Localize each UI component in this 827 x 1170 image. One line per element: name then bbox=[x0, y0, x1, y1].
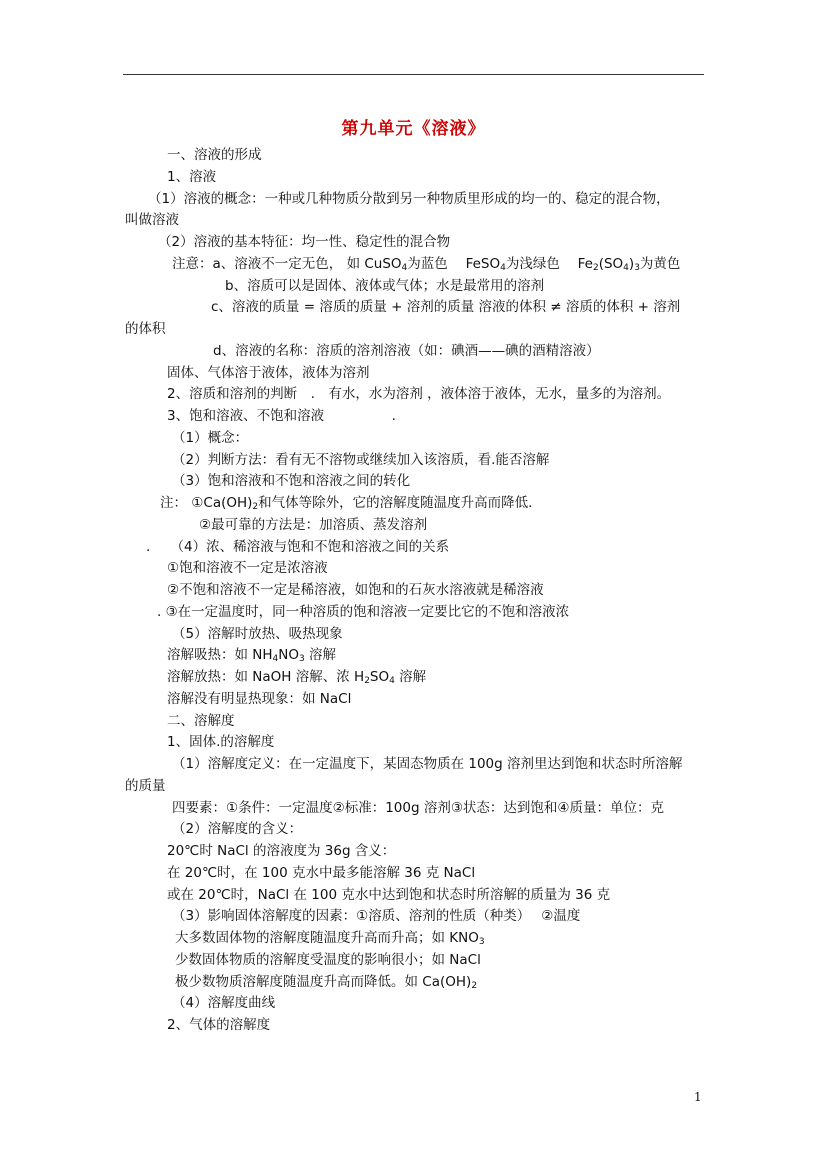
text-line: 溶解吸热：如 $NH_4NO_3$ 溶解 bbox=[167, 647, 337, 664]
text-line: 二、溶解度 bbox=[167, 713, 235, 729]
text-line: ①饱和溶液不一定是浓溶液 bbox=[167, 560, 328, 576]
text-line: （1）概念： bbox=[172, 430, 249, 446]
header-rule bbox=[123, 74, 704, 75]
text-line: 20℃时 NaCl 的溶液度为 36g 含义： bbox=[167, 843, 396, 859]
text-line: b、溶质可以是固体、液体或气体；水是最常用的溶剂 bbox=[225, 278, 545, 294]
text-line: 1、溶液 bbox=[167, 169, 217, 185]
text-line: 固体、气体溶于液体，液体为溶剂 bbox=[167, 365, 370, 381]
text-line: 极少数物质溶解度随温度升高而降低。如 $Ca(OH)_2$ bbox=[175, 974, 478, 991]
text-line: 叫做溶液 bbox=[125, 212, 179, 228]
text-line: 3、饱和溶液、不饱和溶液 . bbox=[167, 408, 396, 424]
text-line: 溶解放热：如 NaOH 溶解、浓 $H_2SO_4$ 溶解 bbox=[167, 669, 427, 686]
text-line: c、溶液的质量 = 溶质的质量 + 溶剂的质量 溶液的体积 ≠ 溶质的体积 + 溶剂 bbox=[211, 299, 681, 315]
text-line: 或在 20℃时，NaCl 在 100 克水中达到饱和状态时所溶解的质量为 36 克 bbox=[167, 887, 611, 903]
text-line: （2）判断方法：看有无不溶物或继续加入该溶质，看.能否溶解 bbox=[172, 452, 550, 468]
text-line: 注： $①Ca(OH)_2$和气体等除外，它的溶解度随温度升高而降低. bbox=[160, 495, 533, 512]
text-line: ②最可靠的方法是：加溶质、蒸发溶剂 bbox=[199, 517, 428, 533]
text-line: 在 20℃时，在 100 克水中最多能溶解 36 克 NaCl bbox=[167, 865, 476, 881]
text-line: 一、溶液的形成 bbox=[167, 147, 262, 163]
text-line: 的体积 bbox=[125, 321, 166, 337]
text-line: 2、气体的溶解度 bbox=[167, 1017, 271, 1033]
text-line: （3）饱和溶液和不饱和溶液之间的转化 bbox=[172, 473, 411, 489]
text-line: 1、固体.的溶解度 bbox=[167, 734, 275, 750]
text-line: d、溶液的名称：溶质的溶剂溶液（如：碘酒——碘的酒精溶液） bbox=[213, 343, 600, 359]
text-line: ②不饱和溶液不一定是稀溶液，如饱和的石灰水溶液就是稀溶液 bbox=[167, 582, 544, 598]
text-line: （1）溶解度定义：在一定温度下，某固态物质在 100g 溶剂里达到饱和状态时所溶解 bbox=[172, 756, 683, 772]
text-line: 四要素：①条件：一定温度②标准：100g 溶剂③状态：达到饱和④质量：单位：克 bbox=[172, 800, 665, 816]
text-line: . ③在一定温度时，同一种溶质的饱和溶液一定要比它的不饱和溶液浓 bbox=[157, 604, 570, 620]
text-line: 溶解没有明显热现象：如 NaCl bbox=[167, 691, 352, 707]
text-line: （5）溶解时放热、吸热现象 bbox=[172, 626, 343, 642]
text-line: . （4）浓、稀溶液与饱和不饱和溶液之间的关系 bbox=[146, 539, 450, 555]
text-line: 少数固体物质的溶解度受温度的影响很小；如 NaCl bbox=[175, 952, 481, 968]
text-line: 大多数固体物的溶解度随温度升高而升高；如 $KNO_3$ bbox=[175, 930, 485, 947]
page-title: 第九单元《溶液》 bbox=[341, 119, 486, 139]
text-line: （2）溶液的基本特征：均一性、稳定性的混合物 bbox=[158, 234, 451, 250]
text-line: 注意：a、溶液不一定无色， 如 CuSO$_4$为蓝色 FeSO$_4$为浅绿色 $Fe_2(SO_4)_3$为黄色 bbox=[172, 256, 681, 273]
text-line: （2）溶解度的含义： bbox=[172, 821, 303, 837]
text-line: （1）溶液的概念：一种或几种物质分散到另一种物质里形成的均一的、稳定的混合物， bbox=[148, 191, 670, 207]
text-line: （3）影响固体溶解度的因素：①溶质、溶剂的性质（种类） ②温度 bbox=[172, 908, 581, 924]
text-line: 的质量 bbox=[125, 778, 166, 794]
text-line: 2、溶质和溶剂的判断 . 有水，水为溶剂 ，液体溶于液体，无水，量多的为溶剂。 bbox=[167, 386, 671, 402]
page-number: 1 bbox=[694, 1090, 702, 1104]
text-line: （4）溶解度曲线 bbox=[172, 995, 276, 1011]
